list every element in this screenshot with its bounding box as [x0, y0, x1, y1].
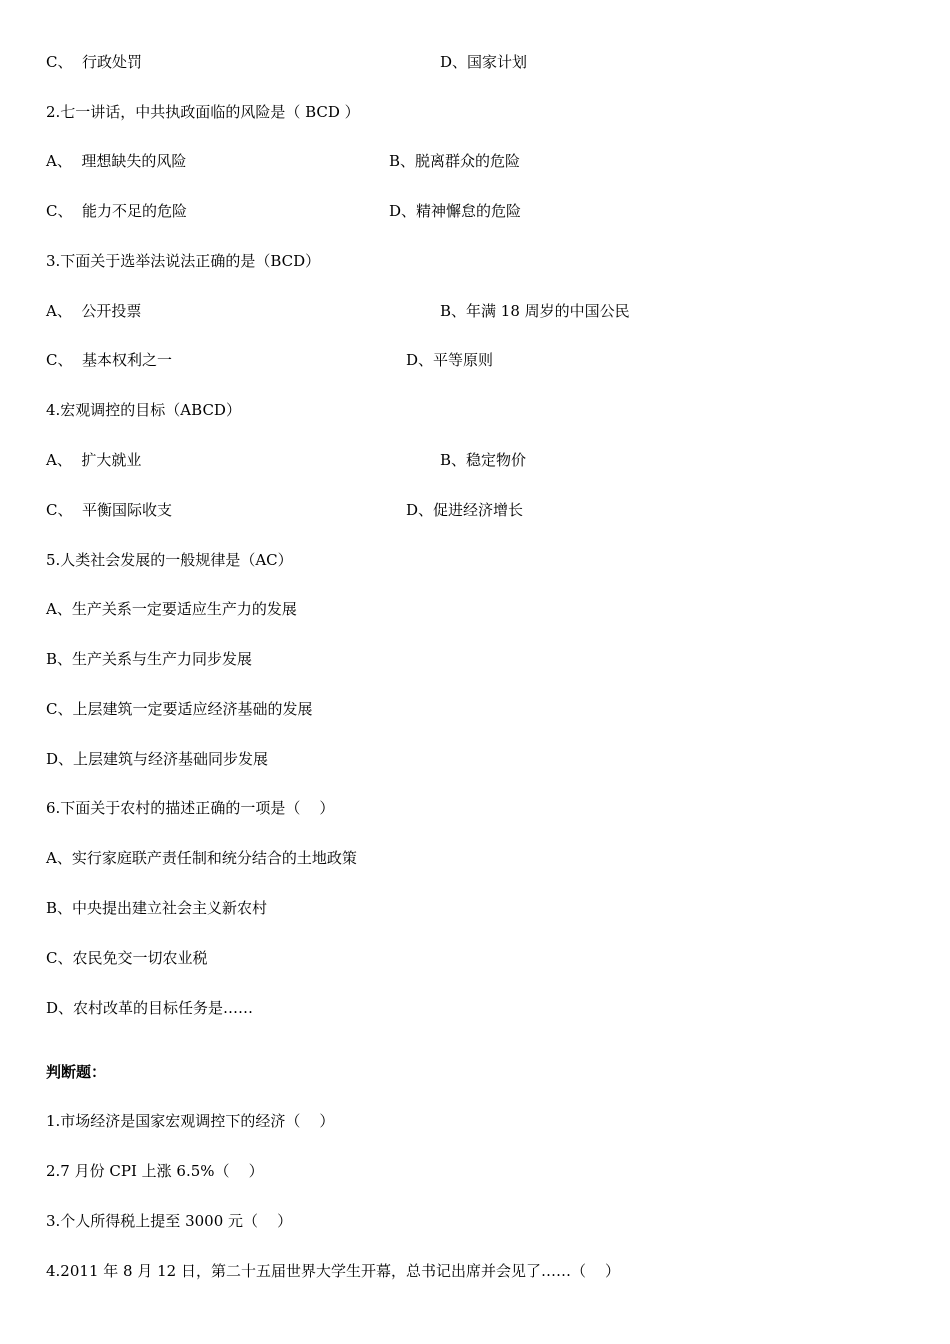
question-3: 3.下面关于选举法说法正确的是（BCD）: [46, 252, 321, 270]
q3-option-c: C、 基本权利之一: [46, 351, 173, 369]
judgment-section-heading: 判断题：: [46, 1063, 107, 1081]
q5-option-b: B、生产关系与生产力同步发展: [46, 650, 253, 668]
question-5: 5.人类社会发展的一般规律是（AC）: [46, 551, 293, 569]
judgment-2: 2.7 月份 CPI 上涨 6.5%（ ）: [46, 1162, 264, 1180]
q3-option-d: D、平等原则: [406, 351, 494, 369]
q2-option-a: A、 理想缺失的风险: [46, 152, 187, 170]
q1-option-c: C、 行政处罚: [46, 53, 143, 71]
q2-option-b: B、脱离群众的危险: [389, 152, 521, 170]
question-2: 2.七一讲话，中共执政面临的风险是（ BCD ）: [46, 103, 360, 121]
q4-option-a: A、 扩大就业: [46, 451, 142, 469]
judgment-3: 3.个人所得税上提至 3000 元（ ）: [46, 1212, 293, 1230]
question-6: 6.下面关于农村的描述正确的一项是（ ）: [46, 799, 335, 817]
judgment-1: 1.市场经济是国家宏观调控下的经济（ ）: [46, 1112, 335, 1130]
q3-option-b: B、年满 18 周岁的中国公民: [440, 302, 630, 320]
q5-option-c: C、上层建筑一定要适应经济基础的发展: [46, 700, 313, 718]
q3-option-a: A、 公开投票: [46, 302, 142, 320]
q6-option-d: D、农村改革的目标任务是……: [46, 999, 254, 1017]
q4-option-b: B、稳定物价: [440, 451, 527, 469]
q4-option-c: C、 平衡国际收支: [46, 501, 173, 519]
q6-option-b: B、中央提出建立社会主义新农村: [46, 899, 268, 917]
question-4: 4.宏观调控的目标（ABCD）: [46, 401, 241, 419]
q4-option-d: D、促进经济增长: [406, 501, 524, 519]
q1-option-d: D、国家计划: [440, 53, 528, 71]
q2-option-c: C、 能力不足的危险: [46, 202, 188, 220]
q5-option-a: A、生产关系一定要适应生产力的发展: [46, 600, 297, 618]
q6-option-c: C、农民免交一切农业税: [46, 949, 208, 967]
judgment-4: 4.2011 年 8 月 12 日，第二十五届世界大学生开幕，总书记出席并会见了……（ ）: [46, 1262, 621, 1280]
q5-option-d: D、上层建筑与经济基础同步发展: [46, 750, 269, 768]
q2-option-d: D、精神懈怠的危险: [389, 202, 522, 220]
q6-option-a: A、实行家庭联产责任制和统分结合的土地政策: [46, 849, 357, 867]
